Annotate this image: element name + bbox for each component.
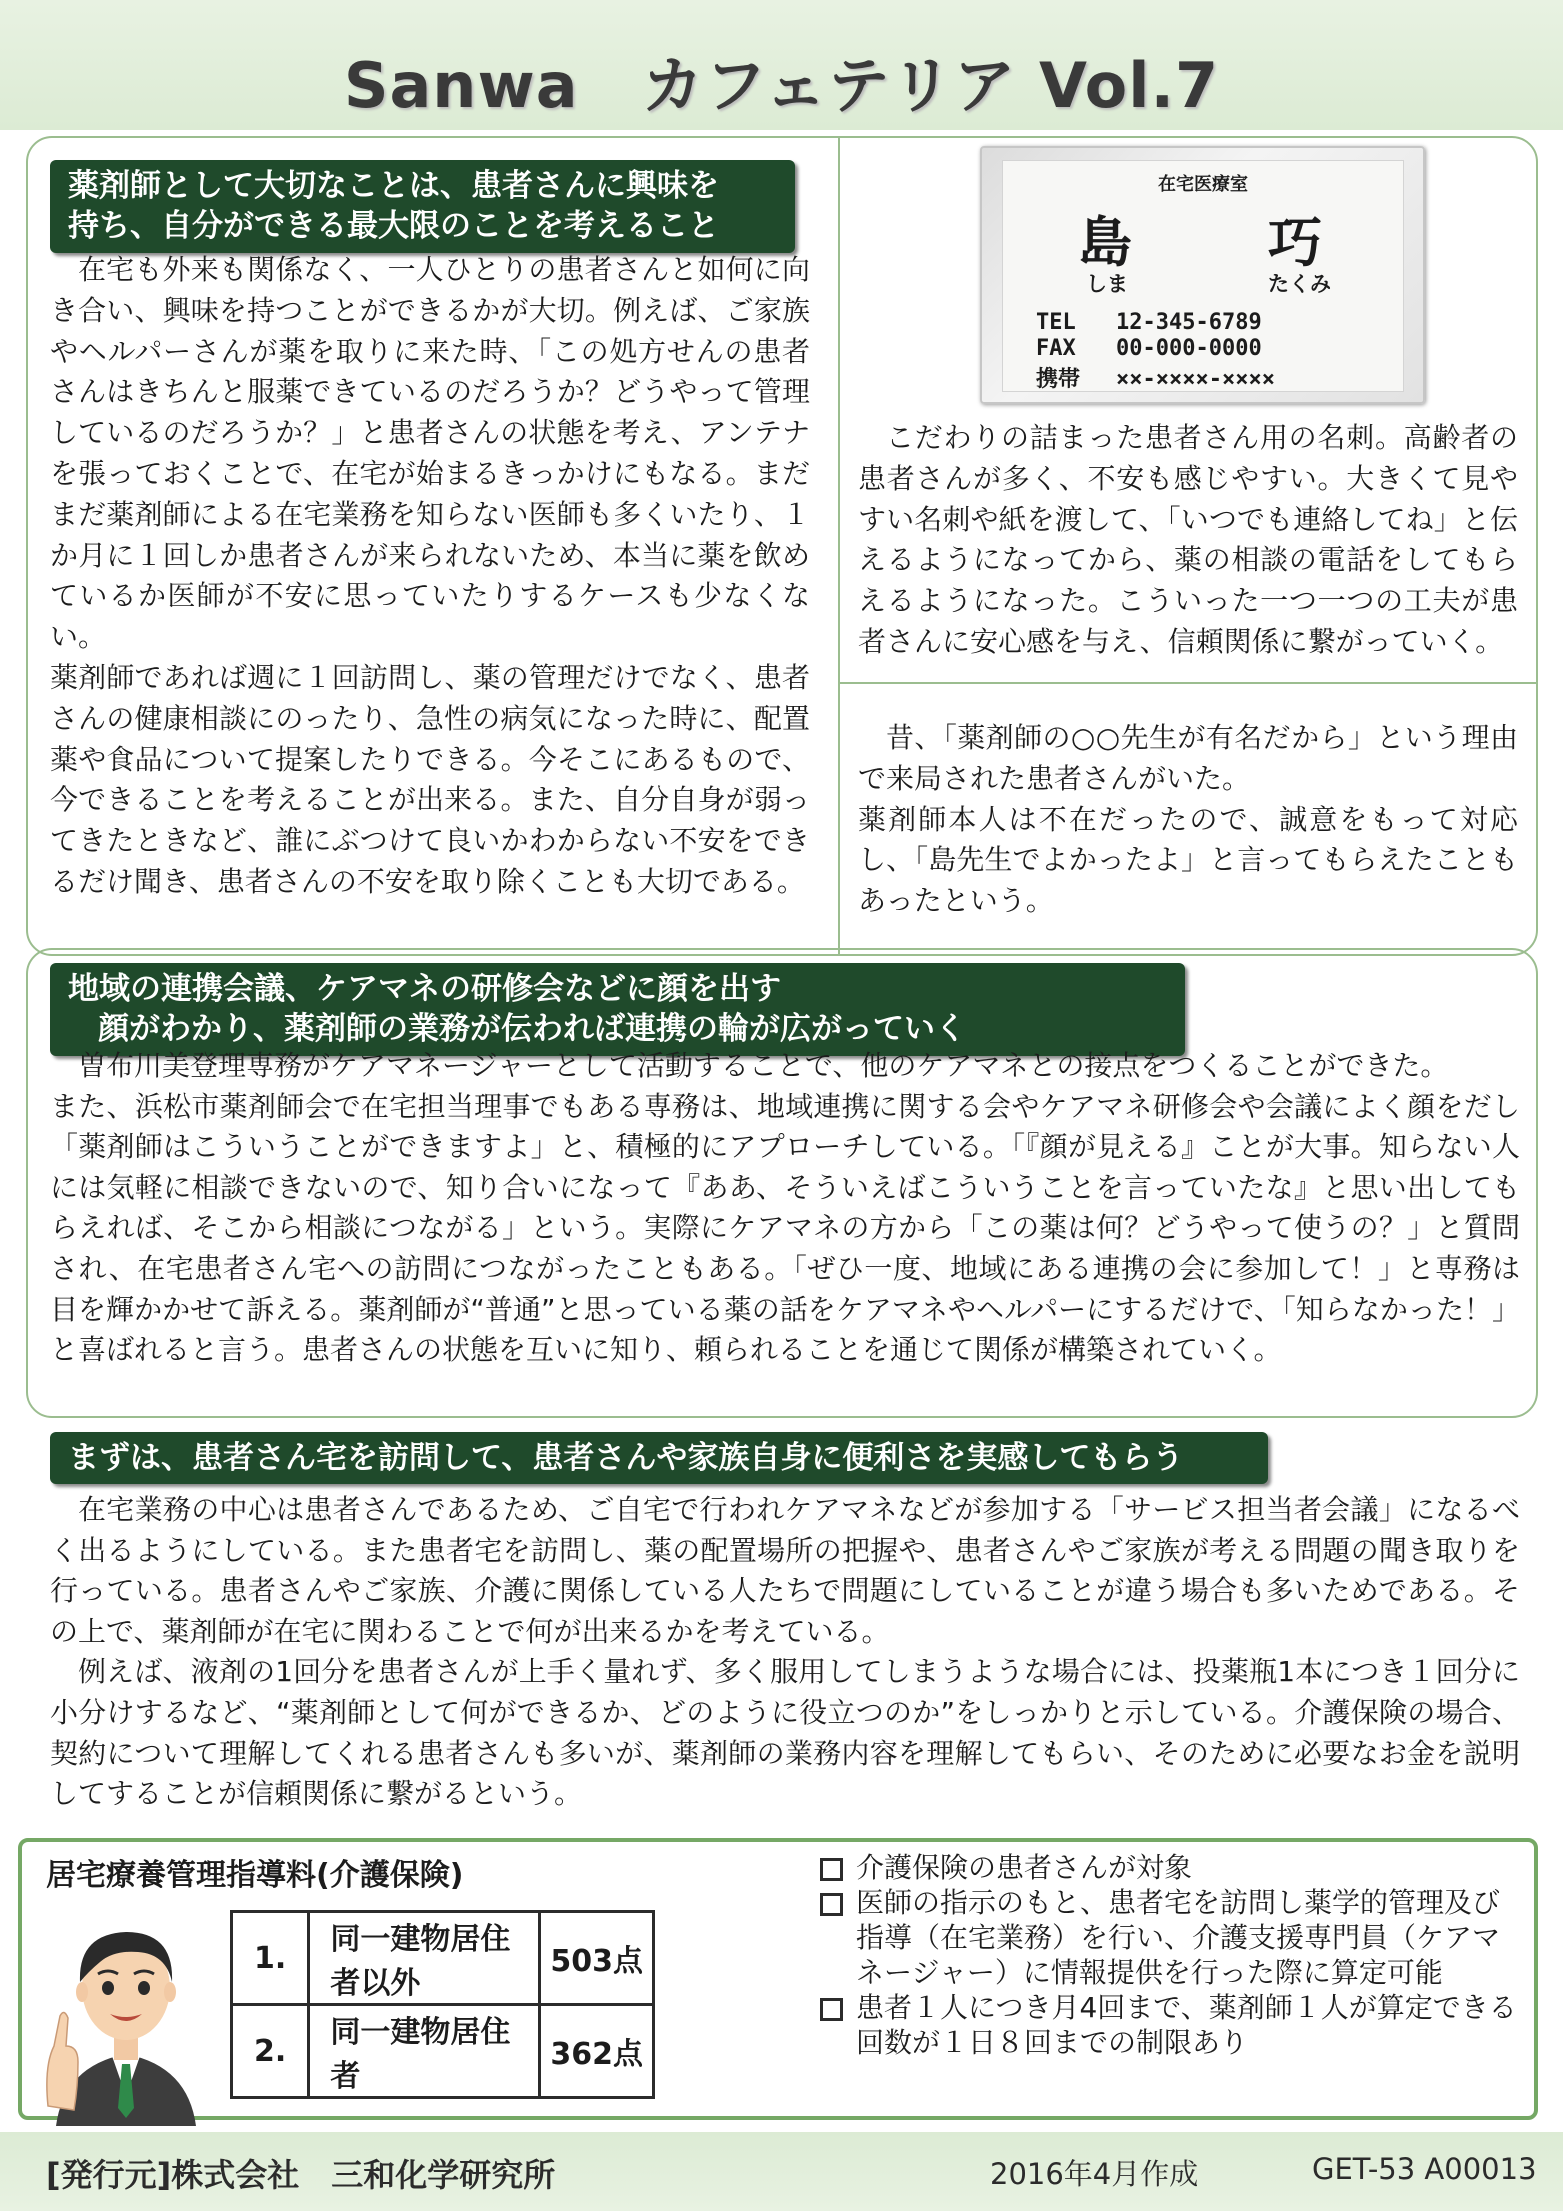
column-divider (838, 136, 840, 956)
card-given-name: 巧 (1268, 211, 1322, 274)
card-row-label: 携帯 (1036, 367, 1081, 392)
card-caption (858, 418, 1518, 663)
card-row-value: ××-××××-×××× (1116, 367, 1275, 392)
fee-row-name: 同一建物居住者 (309, 2005, 540, 2098)
table-row (232, 2005, 654, 2098)
fee-title: 居宅療養管理指導料(介護保険) (46, 1858, 464, 1893)
fee-row-points: 362点 (540, 2005, 654, 2098)
fee-row-name: 同一建物居住者以外 (309, 1912, 540, 2005)
section2-body (50, 1046, 1520, 1371)
section2-heading-line2: 顔がわかり、薬剤師の業務が伝われば連携の輪が広がっていく (98, 1011, 966, 1048)
anecdote (858, 718, 1518, 922)
card-department: 在宅医療室 (1158, 174, 1248, 195)
section1-heading-line2: 持ち、自分ができる最大限のことを考えること (68, 208, 719, 245)
section3-paragraph: 在宅業務の中心は患者さんであるため、ご自宅で行われケアマネなどが参加する「サービス担当者会議」になるべく出るようにしている。また患者宅を訪問し、薬の配置場所の把握や、患者さんやご家族が考える問題の聞き取りを行っている。患者さんやご家族、介護に関係している人たちで問題にしていることが違う場合も多いためである。その上で、薬剤師が在宅に関わることで何が出来るかを考えている。 (50, 1493, 1520, 1648)
fee-row-number: 1. (232, 1912, 309, 2005)
section1-body (50, 250, 810, 903)
checkbox-icon (820, 1858, 843, 1881)
section1-heading (50, 160, 795, 253)
fee-note (818, 1885, 1518, 1990)
card-caption-text: こだわりの詰まった患者さん用の名刺。高齢者の患者さんが多く、不安も感じやすい。大きくて見やすい名刺や紙を渡して、「いつでも連絡してね」と伝えるようになってから、薬の相談の電話をしてもらえるようになった。こういった一つ一つの工夫が患者さんに安心感を与え、信頼関係に繋がっていく。 (858, 421, 1518, 658)
page-title: Sanwa カフェテリア Vol.7 (343, 49, 1220, 122)
card-row-value: 12-345-6789 (1116, 310, 1262, 335)
card-family-kana: しま (1086, 272, 1128, 296)
publisher: [発行元]株式会社 三和化学研究所 (46, 2156, 556, 2194)
table-row (232, 1912, 654, 2005)
anecdote-paragraph: 薬剤師本人は不在だったので、誠意をもって対応し、「島先生でよかったよ」と言ってもらえたこともあったという。 (858, 802, 1518, 918)
card-row-value: 00-000-0000 (1116, 336, 1262, 361)
section2-paragraph: また、浜松市薬剤師会で在宅担当理事でもある専務は、地域連携に関する会やケアマネ研修会や会議によく顔をだし「薬剤師はこういうことができますよ」と、積極的にアプローチしている。「『顔が見える』ことが大事。知らない人には気軽に相談できないので、知り合いになって『ああ、そういえばこういうことを言っていたな』と思い出してもらえれば、そこから相談につながる」という。実際にケアマネの方から「この薬は何？どうやって使うの？」と質問され、在宅患者さん宅への訪問につながったこともある。「ぜひ一度、地域にある連携の会に参加して！」と専務は目を輝かかせて訴える。薬剤師が“普通”と思っている薬の話をケアマネやヘルパーにするだけで、「知らなかった！」と喜ばれると言う。患者さんの状態を互いに知り、頼られることを通じて関係が構築されていく。 (50, 1089, 1520, 1367)
section2-heading-line1: 地域の連携会議、ケアマネの研修会などに顔を出す (68, 971, 781, 1007)
section3-paragraph: 例えば、液剤の1回分を患者さんが上手く量れず、多く服用してしまうような場合には、投薬瓶1本につき１回分に小分けするなど、“薬剤師として何ができるか、どのように役立つのか”をしっかりと示している。介護保険の場合、契約について理解してくれる患者さんも多いが、薬剤師の業務内容を理解してもらい、そのために必要なお金を説明してすることが信頼関係に繋がるという。 (50, 1655, 1520, 1811)
fee-notes (818, 1850, 1518, 2060)
card-tel-row (1036, 310, 1262, 335)
card-row-label: TEL (1036, 310, 1076, 335)
card-row-label: FAX (1036, 336, 1076, 361)
section2-paragraph: 曽布川美登理専務がケアマネージャーとして活動することで、他のケアマネとの接点をつくることができた。 (78, 1049, 1449, 1082)
fee-table (230, 1910, 655, 2099)
pharmacist-illustration-icon (34, 1896, 214, 2126)
card-family-name: 島 (1078, 211, 1132, 274)
fee-row-points: 503点 (540, 1912, 654, 2005)
section1-paragraph: 薬剤師であれば週に１回訪問し、薬の管理だけでなく、患者さんの健康相談にのったり、急性の病気になった時に、配置薬や食品について提案したりできる。今そこにあるもので、今できることを考えることが出来る。また、自分自身が弱ってきたときなど、誰にぶつけて良いかわからない不安をできるだけ聞き、患者さんの不安を取り除くことも大切である。 (50, 660, 810, 898)
right-column-divider (838, 682, 1538, 684)
fee-note (818, 1990, 1518, 2060)
fee-note-text: 医師の指示のもと、患者宅を訪問し薬学的管理及び指導（在宅業務）を行い、介護支援専門員（ケアマネージャー）に情報提供を行った際に算定可能 (856, 1886, 1501, 1989)
fee-note-text: 介護保険の患者さんが対象 (856, 1851, 1193, 1884)
card-mobile-row (1036, 362, 1275, 393)
document-code: GET-53 A00013 (1312, 2152, 1537, 2186)
fee-note-text: 患者１人につき月4回まで、薬剤師１人が算定できる回数が１日８回までの制限あり (856, 1991, 1517, 2059)
card-fax-row (1036, 336, 1262, 361)
section1-heading-line1: 薬剤師として大切なことは、患者さんに興味を (68, 168, 719, 204)
section2-heading (50, 963, 1185, 1056)
section3-body (50, 1490, 1520, 1815)
section1-paragraph: 在宅も外来も関係なく、一人ひとりの患者さんと如何に向き合い、興味を持つことができるかが大切。例えば、ご家族やヘルパーさんが薬を取りに来た時、「この処方せんの患者さんはきちんと服薬できているのだろうか？どうやって管理しているのだろうか？」と患者さんの状態を考え、アンテナを張っておくことで、在宅が始まるきっかけにもなる。まだまだ薬剤師による在宅業務を知らない医師も多くいたり、１か月に１回しか患者さんが来られないため、本当に薬を飲めているか医師が不安に思っていたりするケースも少なくない。 (50, 253, 810, 654)
card-given-kana: たくみ (1268, 272, 1331, 296)
anecdote-paragraph: 昔、「薬剤師の○○先生が有名だから」という理由で来局された患者さんがいた。 (858, 721, 1518, 795)
checkbox-icon (820, 1893, 843, 1916)
checkbox-icon (820, 1998, 843, 2021)
fee-row-number: 2. (232, 2005, 309, 2098)
issue-date: 2016年4月作成 (990, 2157, 1199, 2191)
section3-heading: まずは、患者さん宅を訪問して、患者さんや家族自身に便利さを実感してもらう (50, 1432, 1268, 1484)
fee-note (818, 1850, 1518, 1885)
